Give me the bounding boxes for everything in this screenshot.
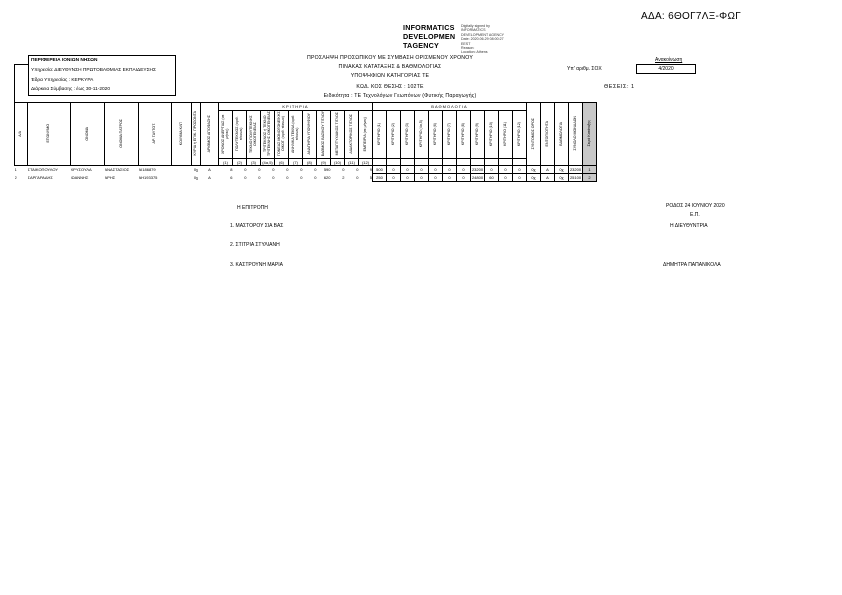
criteria-number: (8) bbox=[303, 159, 317, 166]
column-header: Α/Α bbox=[18, 130, 23, 137]
points-value: 60 bbox=[485, 174, 499, 182]
cell-name: ΙΩΑΝΝΗΣ bbox=[70, 175, 89, 180]
director-title: Η ΔΙΕΥΘΥΝΤΡΙΑ bbox=[670, 223, 708, 229]
points-header bbox=[499, 111, 513, 159]
criteria-value: 2 bbox=[342, 175, 345, 180]
points-label: ΚΡΙΤΗΡΙΟ (4α,5) bbox=[418, 120, 423, 148]
points-value: 0 bbox=[513, 174, 527, 182]
criteria-header bbox=[289, 111, 303, 159]
criteria-value: 9 bbox=[369, 167, 372, 173]
ada-code: ΑΔΑ: 6ΘΟΓ7ΛΞ-ΦΩΓ bbox=[641, 11, 742, 22]
criteria-header bbox=[275, 111, 289, 159]
cell-extra: Α bbox=[208, 167, 211, 173]
signature-line: Date: 2020.06.29 08:00:27 bbox=[461, 37, 504, 42]
duration-line: Διάρκεια Σύμβασης : έως 30-11-2020 bbox=[31, 87, 111, 93]
tail-value: 1 bbox=[583, 166, 597, 174]
points-label: ΚΡΙΤΗΡΙΟ (12) bbox=[516, 121, 521, 147]
criteria-header bbox=[303, 111, 317, 159]
header-cell bbox=[28, 103, 71, 166]
points-group-header: ΒΑΘΜΟΛΟΓΙΑ bbox=[373, 103, 527, 111]
place-date: ΡΟΔΟΣ 24 ΙΟΥΝΙΟΥ 2020 bbox=[666, 203, 725, 209]
points-header bbox=[513, 111, 527, 159]
header-cell bbox=[139, 103, 172, 166]
points-value: 23200 bbox=[471, 167, 484, 172]
criteria-value: 590 bbox=[323, 167, 331, 173]
points-header bbox=[401, 111, 415, 159]
column-header: ΟΝΟΜΑ bbox=[84, 126, 89, 141]
criteria-header bbox=[359, 111, 373, 159]
points-label: ΚΡΙΤΗΡΙΟ (3) bbox=[404, 122, 409, 146]
column-header: ΣΥΝΤΟΜΟΣ ΟΡΟΣ bbox=[530, 117, 535, 150]
table-title: ΠΙΝΑΚΑΣ ΚΑΤΑΤΑΞΗΣ & ΒΑΘΜΟΛΟΓΙΑΣ bbox=[338, 64, 442, 70]
criteria-number: (12) bbox=[359, 159, 373, 166]
header-cell bbox=[583, 103, 597, 166]
cell-extra: 0χ bbox=[193, 167, 199, 173]
points-label: ΚΡΙΤΗΡΙΟ (8) bbox=[460, 122, 465, 146]
cell-id: ΑΗ193375 bbox=[138, 175, 158, 180]
criteria-value: 6 bbox=[230, 175, 233, 180]
criteria-label: ΕΜΠΕΙΡΙΑ (σε μήνες) bbox=[362, 116, 367, 152]
criteria-number: (9) bbox=[317, 159, 331, 166]
points-number bbox=[415, 159, 429, 166]
criteria-header bbox=[247, 111, 261, 159]
points-header bbox=[373, 111, 387, 159]
points-value: 250 bbox=[373, 174, 387, 182]
signature-line: Reason: bbox=[461, 46, 475, 51]
cell-extra: Α bbox=[208, 175, 211, 180]
director-name: ΔΗΜΗΤΡΑ ΠΑΠΑΝΙΚΟΛΑ bbox=[663, 262, 721, 268]
tail-value: 0χ bbox=[555, 166, 569, 174]
column-header: ΕΝΤΟΠΙΟΤΗΤΑ bbox=[544, 120, 549, 147]
points-header bbox=[415, 111, 429, 159]
points-value: 0 bbox=[499, 174, 513, 182]
doc-title: ΠΡΟΣΛΗΨΗ ΠΡΟΣΩΠΙΚΟΥ ΜΕ ΣΥΜΒΑΣΗ ΟΡΙΣΜΕΝΟΥ ΧΡΟΝΟΥ bbox=[307, 55, 473, 61]
criteria-label: ΒΑΘΜΟΣ ΒΑΣΙΚΟΥ ΤΙΤΛΟΥ bbox=[320, 111, 325, 157]
header-group-row bbox=[15, 103, 667, 111]
criteria-label: ΤΕΚΝΟ ΠΟΛΥΤΕΚΝΗΣ ΟΙΚΟΓΕΝΕΙΑΣ bbox=[248, 115, 257, 153]
criteria-value: 0 bbox=[258, 167, 261, 173]
tail-value: 0χ bbox=[527, 166, 541, 174]
criteria-value: 0 bbox=[356, 175, 359, 180]
points-number bbox=[401, 159, 415, 166]
cell-extra bbox=[172, 174, 192, 182]
criteria-value: 0 bbox=[300, 167, 303, 173]
points-value: 0 bbox=[443, 166, 457, 174]
logo-line: INFORMATICS bbox=[403, 23, 455, 32]
header-cell bbox=[105, 103, 139, 166]
criteria-header bbox=[233, 111, 247, 159]
points-label: ΚΡΙΤΗΡΙΟ (10) bbox=[488, 121, 493, 147]
criteria-group-header: ΚΡΙΤΗΡΙΑ bbox=[219, 103, 373, 111]
points-value: 0 bbox=[499, 166, 513, 174]
cell-father: ΑΝΑΣΤΑΣΙΟΣ bbox=[104, 167, 130, 173]
header-cell bbox=[71, 103, 105, 166]
criteria-number: (3) bbox=[247, 159, 261, 166]
points-label: ΚΡΙΤΗΡΙΟ (6) bbox=[432, 122, 437, 146]
criteria-number: (2) bbox=[233, 159, 247, 166]
column-header: ΟΝΟΜΑ ΠΑΤΡΟΣ bbox=[118, 119, 123, 148]
criteria-number: (1) bbox=[219, 159, 233, 166]
tail-value: 2 bbox=[583, 174, 597, 182]
points-number bbox=[485, 159, 499, 166]
tail-value: Α bbox=[541, 166, 555, 174]
points-number bbox=[513, 159, 527, 166]
criteria-label: ΠΟΛΥΤΕΚΝΟΣ (αριθ. τέκνων) bbox=[234, 116, 243, 152]
column-header: ΚΩΛΥΜΑ ΚΛΠ bbox=[178, 121, 183, 146]
criteria-label: ΜΕΤΑΠΤΥΧΙΑΚΟΣ ΤΙΤΛΟΣ bbox=[334, 112, 339, 156]
header-bracket bbox=[14, 64, 28, 105]
criteria-number: (4α,5) bbox=[262, 159, 273, 165]
column-header: ΣΥΝΟΛΟ ΜΟΝΑΔΩΝ bbox=[572, 116, 577, 151]
criteria-label: ΑΝΑΠΗΡΙΑ ΥΠΟΨΗΦΙΟΥ bbox=[306, 113, 311, 155]
criteria-number: (10) bbox=[331, 159, 345, 166]
cell-aa: 1 bbox=[14, 167, 17, 173]
protocol-value: 4/2020 bbox=[636, 64, 696, 74]
points-label: ΚΡΙΤΗΡΙΟ (7) bbox=[446, 122, 451, 146]
signature-line: Digitally signed by bbox=[461, 24, 490, 28]
criteria-value: 0 bbox=[258, 175, 261, 180]
criteria-value: 5 bbox=[369, 175, 372, 180]
header-cell bbox=[541, 103, 555, 166]
points-label: ΚΡΙΤΗΡΙΟ (9) bbox=[474, 122, 479, 146]
logo-line: DEVELOPMEN bbox=[403, 32, 456, 41]
cell-extra bbox=[172, 166, 192, 174]
criteria-value: 0 bbox=[272, 175, 275, 180]
header-cell bbox=[172, 103, 192, 166]
points-number bbox=[471, 159, 485, 166]
points-header bbox=[457, 111, 471, 159]
points-value: 0 bbox=[429, 166, 443, 174]
cell-id: ΑΙ186879 bbox=[138, 167, 156, 173]
criteria-label: ΧΡΟΝΟΣ ΑΝΕΡΓΙΑΣ (σε μήνες) bbox=[220, 114, 229, 154]
criteria-label: ΑΝΗΛΙΚΑ ΤΕΚΝΑ (αριθ. τέκνων) bbox=[290, 114, 299, 154]
points-value: 0 bbox=[401, 166, 415, 174]
points-header bbox=[471, 111, 485, 159]
criteria-label: ΔΙΔΑΚΤΟΡΙΚΟΣ ΤΙΤΛΟΣ bbox=[348, 114, 353, 154]
criteria-value: 0 bbox=[356, 167, 359, 173]
tail-value: 0χ bbox=[527, 174, 541, 182]
points-header bbox=[429, 111, 443, 159]
protocol-label: Υπ' αριθμ. ΣΟΧ bbox=[567, 66, 602, 72]
criteria-value: 0 bbox=[286, 175, 289, 180]
logo-line: TAGENCY bbox=[403, 41, 440, 50]
cell-aa: 2 bbox=[14, 175, 17, 180]
tail-value: 23200 bbox=[569, 167, 582, 172]
column-header: Σειρά Κατάταξης bbox=[586, 120, 591, 147]
criteria-header bbox=[345, 111, 359, 159]
criteria-value: 0 bbox=[244, 175, 247, 180]
signature-line: INFORMATICS bbox=[461, 28, 486, 33]
signature-line: EEST bbox=[461, 41, 471, 46]
column-header: ΑΡ. ΤΑΥΤΟΤ. bbox=[152, 123, 157, 144]
column-header: ΑΡΙΘΜΟΣ ΑΠΟΦΑΣΗΣ bbox=[206, 114, 211, 153]
criteria-value: 0 bbox=[342, 167, 345, 173]
criteria-value: 0 bbox=[272, 167, 275, 173]
criteria-label: ΓΟΝΕΑΣ ΜΟΝΟΓΟΝΕΪΚΗΣ ΟΙΚΟΓ. (αριθ. τέκνων) bbox=[276, 111, 285, 157]
ep-label: Ε.Π. bbox=[690, 212, 700, 218]
points-value: 0 bbox=[401, 174, 415, 182]
announcement-label: Ανακοίνωση bbox=[655, 57, 683, 63]
cell-father: ΑΡΗΣ bbox=[104, 175, 116, 180]
points-value: 0 bbox=[485, 166, 499, 174]
points-value: 0 bbox=[443, 174, 457, 182]
points-value: 0 bbox=[429, 174, 443, 182]
column-header: ΒΑΘΜΟΛΟΓΙΑ bbox=[558, 121, 563, 146]
header-cell bbox=[192, 103, 201, 166]
points-number bbox=[457, 159, 471, 166]
service-line: Υπηρεσία: ΔΙΕΥΘΥΝΣΗ ΠΡΩΤΟΒΑΘΜΙΑΣ ΕΚΠΑΙΔΕΥΣΗΣ bbox=[31, 67, 156, 73]
criteria-number: (7) bbox=[289, 159, 303, 166]
criteria-value: 620 bbox=[323, 175, 331, 180]
specialty: Ειδικότητα : ΤΕ Τεχνολόγων Γεωπόνων (Φυτικής Παραγωγής) bbox=[323, 93, 477, 99]
points-value: 0 bbox=[387, 166, 401, 174]
column-header: ΕΠΩΝΥΜΟ bbox=[46, 124, 51, 143]
cell-surname: ΣΑΡΓΑΡΑΔΗΣ bbox=[27, 175, 53, 180]
ranking-table bbox=[14, 102, 667, 182]
points-header bbox=[485, 111, 499, 159]
category-title: ΥΠΟΨΗΦΙΩΝ ΚΑΤΗΓΟΡΙΑΣ ΤΕ bbox=[350, 73, 430, 79]
criteria-number: (6) bbox=[275, 159, 289, 166]
positions-count: ΘΕΣΕΙΣ: 1 bbox=[604, 84, 635, 90]
cell-extra: 0χ bbox=[193, 175, 199, 180]
tail-value: 0χ bbox=[555, 174, 569, 182]
tail-value: 25100 bbox=[569, 175, 582, 180]
criteria-value: 0 bbox=[300, 175, 303, 180]
points-value: 0 bbox=[415, 166, 429, 174]
committee-member: 2. ΣΤΙΤΡΙΑ ΣΤΥΛΙΑΝΗ bbox=[230, 242, 280, 248]
seat-line: Έδρα Υπηρεσίας : ΚΕΡΚΥΡΑ bbox=[31, 77, 94, 83]
committee-member: 3. ΚΑΣΤΡΟΥΝΗ ΜΑΡΙΑ bbox=[230, 262, 283, 268]
criteria-header bbox=[317, 111, 331, 159]
points-label: ΚΡΙΤΗΡΙΟ (1) bbox=[376, 122, 381, 146]
points-number bbox=[387, 159, 401, 166]
points-value: 500 bbox=[373, 166, 387, 174]
points-value: 0 bbox=[415, 174, 429, 182]
column-header: ΚΥΡΙΑ ή ΕΠΙΚ. ΠΡΟΣΟΝΤΑ bbox=[193, 111, 198, 156]
criteria-header bbox=[331, 111, 345, 159]
digital-signature bbox=[461, 24, 504, 55]
header-cell bbox=[555, 103, 569, 166]
criteria-value: 8 bbox=[230, 167, 233, 173]
criteria-label: ΤΡΙΤΕΚΝΟΣ ή ΤΕΚΝΟ ΤΡΙΤΕΚΝΗΣ ΟΙΚΟΓΕΝΕΙΑΣ bbox=[262, 111, 271, 157]
table-row bbox=[15, 166, 667, 174]
points-number bbox=[443, 159, 457, 166]
points-value: 0 bbox=[387, 174, 401, 182]
criteria-number: (11) bbox=[345, 159, 359, 166]
signature-line: DEVELOPMENT AGENCY bbox=[461, 32, 505, 37]
header-cell bbox=[201, 103, 219, 166]
points-value: 0 bbox=[457, 166, 471, 174]
cell-surname: ΣΤΑΙΚΟΠΟΥΛΟΥ bbox=[27, 167, 59, 173]
agency-logo bbox=[403, 23, 455, 50]
points-label: ΚΡΙΤΗΡΙΟ (2) bbox=[390, 122, 395, 146]
criteria-header bbox=[219, 111, 233, 159]
points-number bbox=[499, 159, 513, 166]
authority-box bbox=[28, 55, 176, 96]
committee-title: Η ΕΠΙΤΡΟΠΗ bbox=[237, 205, 268, 211]
points-value: 0 bbox=[513, 166, 527, 174]
tail-value: Α bbox=[541, 174, 555, 182]
cell-name: ΧΡΥΣΟΥΛΑ bbox=[70, 167, 92, 173]
position-code: ΚΩΔ. ΚΟΣ ΘΕΣΗΣ : 102ΤΕ bbox=[356, 84, 424, 90]
points-number bbox=[373, 159, 387, 166]
points-value: 0 bbox=[457, 174, 471, 182]
criteria-value: 0 bbox=[314, 175, 317, 180]
criteria-value: 0 bbox=[286, 167, 289, 173]
criteria-header bbox=[261, 111, 275, 159]
header-cell bbox=[569, 103, 583, 166]
points-label: ΚΡΙΤΗΡΙΟ (11) bbox=[502, 122, 507, 146]
signature-line: Location: Athens bbox=[461, 50, 488, 55]
header-cell bbox=[527, 103, 541, 166]
table-row bbox=[15, 174, 667, 182]
header-cell bbox=[15, 103, 28, 166]
points-number bbox=[429, 159, 443, 166]
points-header bbox=[443, 111, 457, 159]
criteria-value: 0 bbox=[244, 167, 247, 173]
region-line: ΠΕΡΙΦΕΡΕΙΑ ΙΟΝΙΩΝ ΝΗΣΩΝ bbox=[31, 58, 98, 63]
criteria-value: 0 bbox=[314, 167, 317, 173]
committee-member: 1. ΜΑΣΤΟΡΟΥ ΣΙΑ ΒΑΣ bbox=[230, 223, 284, 229]
points-value: 24800 bbox=[471, 175, 484, 180]
points-header bbox=[387, 111, 401, 159]
